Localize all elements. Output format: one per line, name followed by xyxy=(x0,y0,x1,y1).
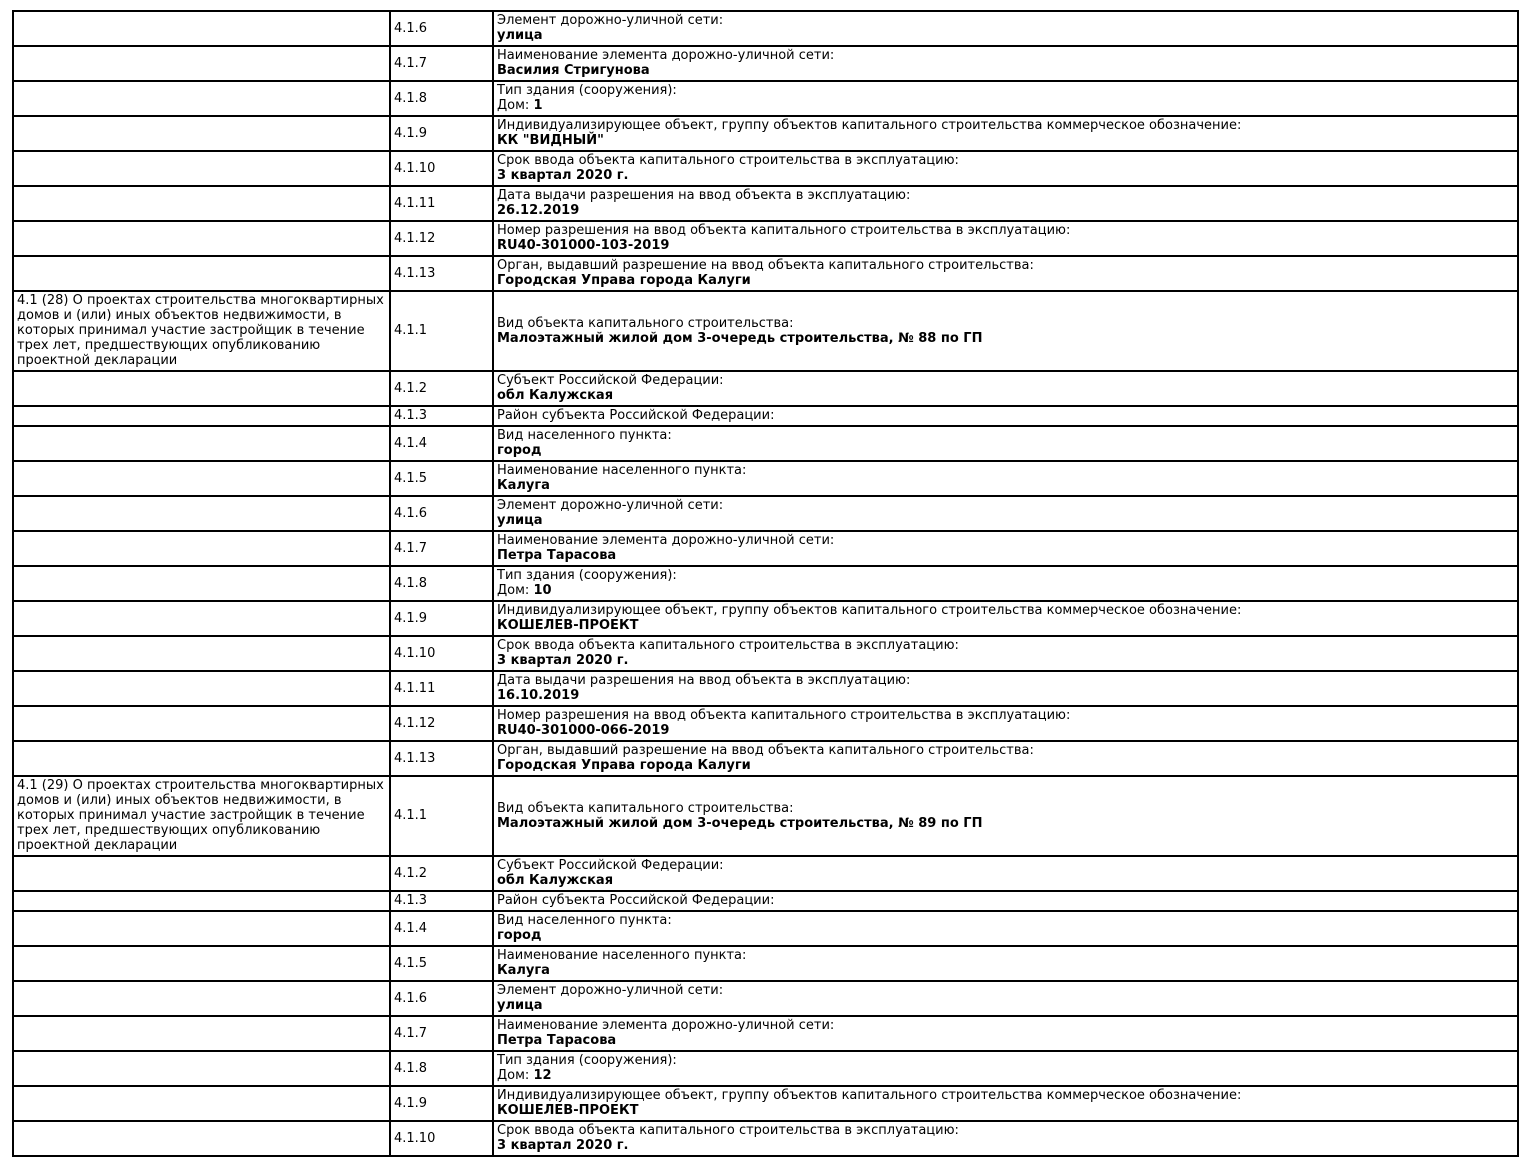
table-row xyxy=(13,741,1518,776)
empty-left-cell xyxy=(13,81,390,116)
row-value-prefix: Дом: xyxy=(497,98,534,113)
row-value: 10 xyxy=(533,583,552,598)
row-value-line xyxy=(497,238,1514,253)
content-cell xyxy=(493,186,1518,221)
section-description-cell xyxy=(13,776,390,856)
row-label: Элемент дорожно-уличной сети: xyxy=(497,498,724,513)
table-row xyxy=(13,1086,1518,1121)
item-code-cell xyxy=(390,1086,493,1121)
row-value: КК "ВИДНЫЙ" xyxy=(497,133,604,148)
item-code: 4.1.11 xyxy=(394,680,436,696)
item-code: 4.1.11 xyxy=(394,195,436,211)
row-value-line xyxy=(497,963,1514,978)
row-value: 3 квартал 2020 г. xyxy=(497,168,629,183)
content-cell xyxy=(493,221,1518,256)
item-code: 4.1.12 xyxy=(394,230,436,246)
empty-left-cell xyxy=(13,706,390,741)
empty-left-cell xyxy=(13,116,390,151)
row-value: Василия Стригунова xyxy=(497,63,650,78)
row-value-line xyxy=(497,548,1514,563)
row-value-prefix: Дом: xyxy=(497,1068,534,1083)
content-cell xyxy=(493,891,1518,911)
empty-left-cell xyxy=(13,1051,390,1086)
item-code-cell xyxy=(390,186,493,221)
row-value-line xyxy=(497,1138,1514,1153)
content-cell xyxy=(493,406,1518,426)
empty-left-cell xyxy=(13,741,390,776)
item-code: 4.1.9 xyxy=(394,610,428,626)
item-code-cell xyxy=(390,891,493,911)
item-code-cell xyxy=(390,706,493,741)
table-row xyxy=(13,1051,1518,1086)
table-row xyxy=(13,946,1518,981)
content-cell xyxy=(493,1051,1518,1086)
item-code-cell xyxy=(390,1016,493,1051)
row-value-line xyxy=(497,618,1514,633)
table-row xyxy=(13,116,1518,151)
item-code: 4.1.9 xyxy=(394,1095,428,1111)
content-cell xyxy=(493,856,1518,891)
row-value: 3 квартал 2020 г. xyxy=(497,653,629,668)
table-row xyxy=(13,46,1518,81)
row-value-line xyxy=(497,133,1514,148)
row-label: Район субъекта Российской Федерации: xyxy=(497,893,775,908)
item-code-cell xyxy=(390,81,493,116)
content-cell xyxy=(493,81,1518,116)
content-cell xyxy=(493,706,1518,741)
row-label: Срок ввода объекта капитального строительства в эксплуатацию: xyxy=(497,1123,959,1138)
content-cell xyxy=(493,566,1518,601)
item-code-cell xyxy=(390,566,493,601)
item-code: 4.1.5 xyxy=(394,470,428,486)
row-value: КОШЕЛЕВ-ПРОЕКТ xyxy=(497,1103,639,1118)
row-label: Тип здания (сооружения): xyxy=(497,1053,677,1068)
empty-left-cell xyxy=(13,671,390,706)
row-value-line xyxy=(497,1033,1514,1048)
item-code: 4.1.8 xyxy=(394,1060,428,1076)
table-row xyxy=(13,371,1518,406)
row-value-line xyxy=(497,998,1514,1013)
row-value-line xyxy=(497,688,1514,703)
row-value-line xyxy=(497,168,1514,183)
row-value-line xyxy=(497,388,1514,403)
row-label: Субъект Российской Федерации: xyxy=(497,858,724,873)
table-row xyxy=(13,531,1518,566)
table-row xyxy=(13,221,1518,256)
row-value-line xyxy=(497,478,1514,493)
item-code-cell xyxy=(390,911,493,946)
item-code-cell xyxy=(390,741,493,776)
row-label: Субъект Российской Федерации: xyxy=(497,373,724,388)
item-code: 4.1.3 xyxy=(394,893,428,908)
row-label: Тип здания (сооружения): xyxy=(497,83,677,98)
row-value-line xyxy=(497,928,1514,943)
table-row xyxy=(13,601,1518,636)
row-value-line xyxy=(497,273,1514,288)
table-row xyxy=(13,1016,1518,1051)
row-label: Тип здания (сооружения): xyxy=(497,568,677,583)
row-value: Петра Тарасова xyxy=(497,1033,617,1048)
table-row xyxy=(13,186,1518,221)
section-row xyxy=(13,776,1518,856)
empty-left-cell xyxy=(13,566,390,601)
item-code: 4.1.13 xyxy=(394,750,436,766)
row-value-line xyxy=(497,443,1514,458)
table-row xyxy=(13,11,1518,46)
item-code: 4.1.7 xyxy=(394,1025,428,1041)
content-cell xyxy=(493,151,1518,186)
item-code-cell xyxy=(390,291,493,371)
row-value: Городская Управа города Калуги xyxy=(497,758,751,773)
row-label: Вид объекта капитального строительства: xyxy=(497,800,794,816)
row-value-line xyxy=(497,331,1514,346)
empty-left-cell xyxy=(13,151,390,186)
empty-left-cell xyxy=(13,1086,390,1121)
content-cell xyxy=(493,911,1518,946)
table-row xyxy=(13,426,1518,461)
item-code: 4.1.8 xyxy=(394,575,428,591)
table-row xyxy=(13,706,1518,741)
row-label: Срок ввода объекта капитального строительства в эксплуатацию: xyxy=(497,153,959,168)
row-label: Наименование населенного пункта: xyxy=(497,948,747,963)
row-label: Номер разрешения на ввод объекта капитального строительства в эксплуатацию: xyxy=(497,223,1071,238)
table-row xyxy=(13,256,1518,291)
item-code: 4.1.8 xyxy=(394,90,428,106)
item-code-cell xyxy=(390,151,493,186)
item-code-cell xyxy=(390,496,493,531)
item-code-cell xyxy=(390,856,493,891)
item-code: 4.1.5 xyxy=(394,955,428,971)
empty-left-cell xyxy=(13,11,390,46)
row-value: Петра Тарасова xyxy=(497,548,617,563)
row-value-line xyxy=(497,873,1514,888)
section-description-cell xyxy=(13,291,390,371)
row-label: Орган, выдавший разрешение на ввод объекта капитального строительства: xyxy=(497,743,1034,758)
row-value-line xyxy=(497,63,1514,78)
item-code: 4.1.10 xyxy=(394,645,436,661)
item-code-cell xyxy=(390,11,493,46)
row-label: Район субъекта Российской Федерации: xyxy=(497,408,775,423)
table-row xyxy=(13,496,1518,531)
content-cell xyxy=(493,256,1518,291)
row-label: Вид объекта капитального строительства: xyxy=(497,315,794,331)
item-code-cell xyxy=(390,1051,493,1086)
row-value-line xyxy=(497,653,1514,668)
item-code-cell xyxy=(390,426,493,461)
row-value: 12 xyxy=(533,1068,552,1083)
row-value-line xyxy=(497,203,1514,218)
empty-left-cell xyxy=(13,1121,390,1156)
row-label: Дата выдачи разрешения на ввод объекта в эксплуатацию: xyxy=(497,673,911,688)
item-code: 4.1.2 xyxy=(394,865,428,881)
empty-left-cell xyxy=(13,426,390,461)
row-value: 1 xyxy=(533,98,543,113)
item-code-cell xyxy=(390,116,493,151)
row-value-line xyxy=(497,816,1514,831)
content-cell xyxy=(493,46,1518,81)
row-label: Наименование населенного пункта: xyxy=(497,463,747,478)
item-code: 4.1.12 xyxy=(394,715,436,731)
row-value: 3 квартал 2020 г. xyxy=(497,1138,629,1153)
section-row xyxy=(13,291,1518,371)
row-label: Наименование элемента дорожно-уличной сети: xyxy=(497,48,835,63)
empty-left-cell xyxy=(13,46,390,81)
content-cell xyxy=(493,636,1518,671)
table-row xyxy=(13,406,1518,426)
row-value: обл Калужская xyxy=(497,388,614,403)
section-description: 4.1 (28) О проектах строительства многоквартирных домов и (или) иных объектов недвижимости, в которых принимал участие застройщик в течение трех лет, предшествующих опубликованию проектной декларации xyxy=(17,293,384,368)
content-cell xyxy=(493,531,1518,566)
content-cell xyxy=(493,1016,1518,1051)
item-code-cell xyxy=(390,601,493,636)
row-value-line xyxy=(497,28,1514,43)
content-cell xyxy=(493,671,1518,706)
item-code: 4.1.1 xyxy=(394,323,428,338)
empty-left-cell xyxy=(13,256,390,291)
item-code-cell xyxy=(390,776,493,856)
content-cell xyxy=(493,11,1518,46)
content-cell xyxy=(493,776,1518,856)
row-value-line xyxy=(497,513,1514,528)
item-code: 4.1.4 xyxy=(394,435,428,451)
content-cell xyxy=(493,1121,1518,1156)
item-code: 4.1.10 xyxy=(394,160,436,176)
row-value: КОШЕЛЕВ-ПРОЕКТ xyxy=(497,618,639,633)
item-code-cell xyxy=(390,221,493,256)
item-code: 4.1.6 xyxy=(394,20,428,36)
row-value-line xyxy=(497,1103,1514,1118)
empty-left-cell xyxy=(13,911,390,946)
empty-left-cell xyxy=(13,221,390,256)
item-code-cell xyxy=(390,946,493,981)
row-label: Индивидуализирующее объект, группу объектов капитального строительства коммерческое обозначение: xyxy=(497,1088,1242,1103)
project-declaration-table xyxy=(12,10,1519,1157)
item-code-cell xyxy=(390,636,493,671)
row-value: 16.10.2019 xyxy=(497,688,580,703)
table-row xyxy=(13,461,1518,496)
table-row xyxy=(13,151,1518,186)
row-value: Городская Управа города Калуги xyxy=(497,273,751,288)
row-value-line xyxy=(497,758,1514,773)
item-code: 4.1.9 xyxy=(394,125,428,141)
row-value-prefix: Дом: xyxy=(497,583,534,598)
row-value: Калуга xyxy=(497,963,550,978)
row-value: обл Калужская xyxy=(497,873,614,888)
empty-left-cell xyxy=(13,531,390,566)
row-value: RU40-301000-066-2019 xyxy=(497,723,670,738)
table-body xyxy=(13,11,1518,1156)
table-row xyxy=(13,671,1518,706)
content-cell xyxy=(493,601,1518,636)
row-value-line xyxy=(497,98,1514,113)
empty-left-cell xyxy=(13,371,390,406)
row-label: Срок ввода объекта капитального строительства в эксплуатацию: xyxy=(497,638,959,653)
content-cell xyxy=(493,116,1518,151)
row-label: Номер разрешения на ввод объекта капитального строительства в эксплуатацию: xyxy=(497,708,1071,723)
row-label: Элемент дорожно-уличной сети: xyxy=(497,983,724,998)
row-value: улица xyxy=(497,998,543,1013)
row-label: Индивидуализирующее объект, группу объектов капитального строительства коммерческое обозначение: xyxy=(497,603,1242,618)
empty-left-cell xyxy=(13,1016,390,1051)
section-description: 4.1 (29) О проектах строительства многоквартирных домов и (или) иных объектов недвижимости, в которых принимал участие застройщик в течение трех лет, предшествующих опубликованию проектной декларации xyxy=(17,778,384,853)
content-cell xyxy=(493,461,1518,496)
empty-left-cell xyxy=(13,981,390,1016)
item-code: 4.1.3 xyxy=(394,408,428,423)
row-value: RU40-301000-103-2019 xyxy=(497,238,670,253)
row-value: город xyxy=(497,443,542,458)
table-row xyxy=(13,1121,1518,1156)
table-row xyxy=(13,636,1518,671)
item-code: 4.1.13 xyxy=(394,265,436,281)
item-code-cell xyxy=(390,461,493,496)
item-code: 4.1.4 xyxy=(394,920,428,936)
table-row xyxy=(13,981,1518,1016)
empty-left-cell xyxy=(13,946,390,981)
row-label: Наименование элемента дорожно-уличной сети: xyxy=(497,533,835,548)
empty-left-cell xyxy=(13,636,390,671)
item-code: 4.1.10 xyxy=(394,1130,436,1146)
empty-left-cell xyxy=(13,856,390,891)
content-cell xyxy=(493,981,1518,1016)
item-code: 4.1.7 xyxy=(394,55,428,71)
row-label: Орган, выдавший разрешение на ввод объекта капитального строительства: xyxy=(497,258,1034,273)
empty-left-cell xyxy=(13,496,390,531)
row-value: улица xyxy=(497,513,543,528)
empty-left-cell xyxy=(13,406,390,426)
item-code-cell xyxy=(390,406,493,426)
table-row xyxy=(13,891,1518,911)
row-label: Вид населенного пункта: xyxy=(497,913,672,928)
item-code-cell xyxy=(390,531,493,566)
row-value: Малоэтажный жилой дом 3-очередь строительства, № 89 по ГП xyxy=(497,815,983,831)
row-value: улица xyxy=(497,28,543,43)
row-value-line xyxy=(497,1068,1514,1083)
content-cell xyxy=(493,741,1518,776)
item-code: 4.1.6 xyxy=(394,505,428,521)
empty-left-cell xyxy=(13,186,390,221)
row-value: город xyxy=(497,928,542,943)
item-code-cell xyxy=(390,1121,493,1156)
content-cell xyxy=(493,371,1518,406)
content-cell xyxy=(493,426,1518,461)
content-cell xyxy=(493,1086,1518,1121)
content-cell xyxy=(493,946,1518,981)
row-label: Дата выдачи разрешения на ввод объекта в эксплуатацию: xyxy=(497,188,911,203)
row-label: Вид населенного пункта: xyxy=(497,428,672,443)
item-code-cell xyxy=(390,371,493,406)
item-code: 4.1.7 xyxy=(394,540,428,556)
row-value: Калуга xyxy=(497,478,550,493)
table-row xyxy=(13,566,1518,601)
item-code-cell xyxy=(390,46,493,81)
item-code-cell xyxy=(390,981,493,1016)
item-code: 4.1.6 xyxy=(394,990,428,1006)
item-code-cell xyxy=(390,671,493,706)
table-row xyxy=(13,81,1518,116)
row-label: Наименование элемента дорожно-уличной сети: xyxy=(497,1018,835,1033)
item-code-cell xyxy=(390,256,493,291)
content-cell xyxy=(493,291,1518,371)
row-label: Индивидуализирующее объект, группу объектов капитального строительства коммерческое обозначение: xyxy=(497,118,1242,133)
row-value-line xyxy=(497,723,1514,738)
empty-left-cell xyxy=(13,601,390,636)
content-cell xyxy=(493,496,1518,531)
item-code: 4.1.2 xyxy=(394,380,428,396)
row-value: Малоэтажный жилой дом 3-очередь строительства, № 88 по ГП xyxy=(497,330,983,346)
empty-left-cell xyxy=(13,461,390,496)
item-code: 4.1.1 xyxy=(394,808,428,823)
row-value-line xyxy=(497,583,1514,598)
row-label: Элемент дорожно-уличной сети: xyxy=(497,13,724,28)
row-value: 26.12.2019 xyxy=(497,203,580,218)
table-row xyxy=(13,911,1518,946)
empty-left-cell xyxy=(13,891,390,911)
table-row xyxy=(13,856,1518,891)
